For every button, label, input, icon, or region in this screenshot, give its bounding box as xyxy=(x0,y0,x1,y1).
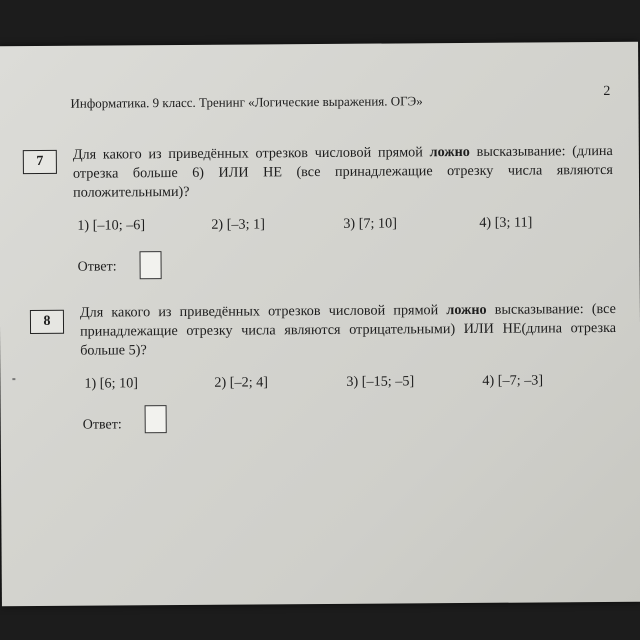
task-8-text-end: высказывание: (все принадлежащие отрезку числа являются отрицательными) ИЛИ НЕ(длина отрезка больше 5)? xyxy=(79,300,617,359)
task-8-number: 8 xyxy=(30,310,64,334)
task-7-options xyxy=(77,214,579,235)
task-7-answer-label: Ответ: xyxy=(77,259,117,275)
task-7-text-end: высказывание: (длина отрезка больше 6) ИЛИ НЕ (все принадлежащие отрезку числа являются положительными)? xyxy=(72,142,613,201)
task-8-text-start: Для какого из приведённых отрезков числовой прямой xyxy=(79,302,447,321)
task-8-options xyxy=(84,372,582,392)
task-7-option-2: 2) [–3; 1] xyxy=(211,216,265,233)
task-7-answer-box[interactable] xyxy=(139,251,161,279)
worksheet-page xyxy=(0,42,640,606)
task-8-option-3: 3) [–15; –5] xyxy=(346,373,415,390)
task-7-text xyxy=(73,142,613,203)
task-7-option-1: 1) [–10; –6] xyxy=(77,217,146,234)
task-7-number: 7 xyxy=(23,150,57,174)
paper-speck xyxy=(12,378,15,380)
task-7-option-4: 4) [3; 11] xyxy=(479,214,533,231)
page-number: 2 xyxy=(603,83,611,100)
task-8-option-4: 4) [–7; –3] xyxy=(482,372,544,389)
task-7-option-3: 3) [7; 10] xyxy=(343,215,397,232)
page-header: Информатика. 9 класс. Тренинг «Логические выражения. ОГЭ» xyxy=(70,93,423,111)
task-8-option-1: 1) [6; 10] xyxy=(84,375,139,392)
task-8-answer-box[interactable] xyxy=(145,405,167,433)
task-8-text xyxy=(80,300,616,361)
task-8-text-bold: ложно xyxy=(446,301,487,319)
task-8-answer-label: Ответ: xyxy=(82,417,122,433)
task-7-text-start: Для какого из приведённых отрезков числовой прямой xyxy=(72,144,430,163)
task-7-text-bold: ложно xyxy=(429,143,470,161)
task-8-option-2: 2) [–2; 4] xyxy=(214,374,269,391)
